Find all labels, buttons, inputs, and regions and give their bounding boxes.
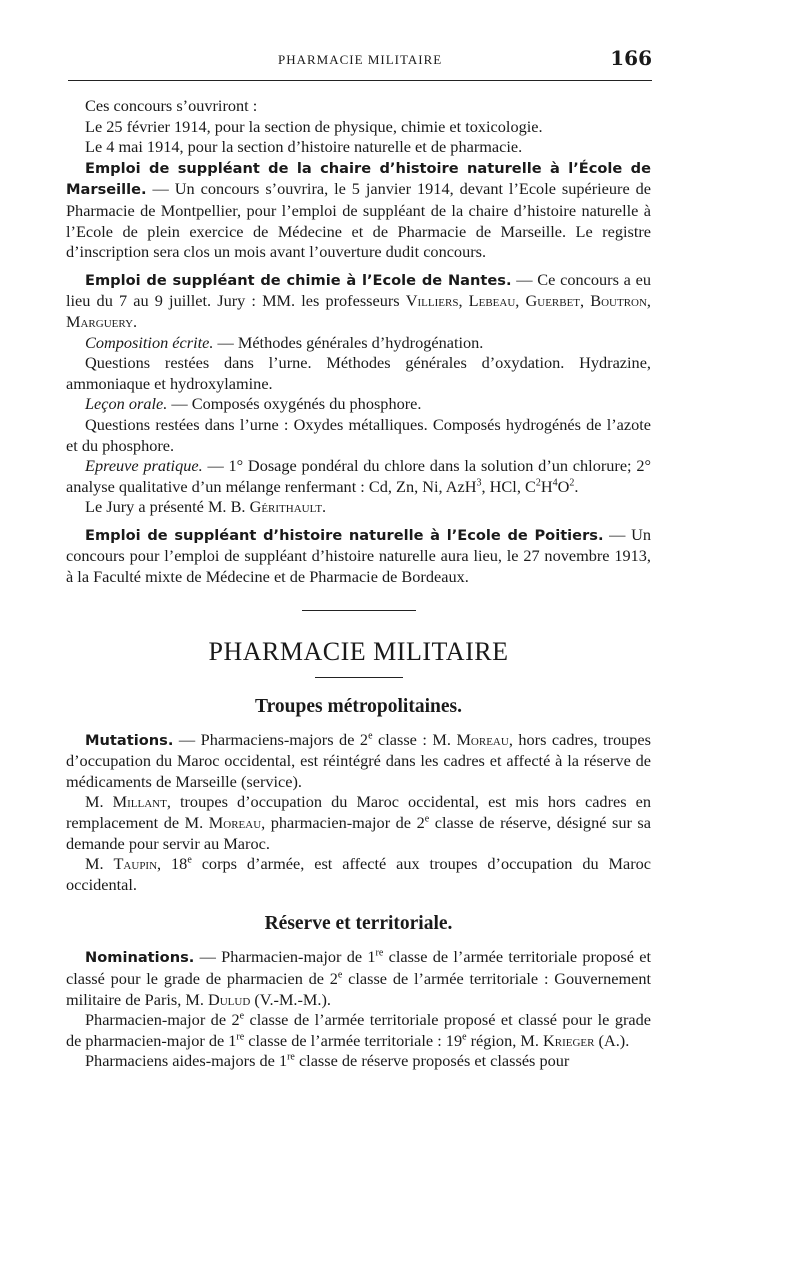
- millant-text-c: , pharmacien-major de 2: [261, 813, 425, 833]
- practical-label: Epreuve pratique.: [85, 456, 203, 476]
- oral-remaining: Questions restées dans l’urne : Oxydes métalliques. Composés hydrogénés de l’azote et du phosphore.: [66, 414, 651, 455]
- millant-sup: e: [424, 813, 430, 825]
- paragraph-nominations: [66, 947, 651, 1010]
- practical-text-a: — 1° Dosage pondéral du chlore dans la solution d’un chlorure; 2° analyse qualitative d’un mélange renfermant : Cd, Zn, Ni, AzH: [66, 456, 652, 496]
- subsection-reserve-title: Réserve et territoriale.: [264, 913, 453, 935]
- nominations-sup-2: e: [337, 969, 343, 981]
- nominations-sup-1: re: [375, 947, 384, 959]
- oral-text: — Composés oxygénés du phosphore.: [167, 394, 422, 414]
- oral-label: Leçon orale.: [85, 394, 168, 414]
- nominations-text-a: — Pharmacien-major de 1: [194, 947, 376, 967]
- krieger-text-c: classe de l’armée territoriale : 19: [244, 1030, 463, 1050]
- paragraph-krieger: [66, 1010, 651, 1051]
- oral-exam: [66, 394, 651, 415]
- person-moreau: Moreau: [456, 729, 509, 749]
- practical-text-d: O: [557, 476, 570, 496]
- mutations-text-a: — Pharmaciens-majors de 2: [173, 729, 369, 749]
- page-body: [66, 96, 651, 1072]
- person-millant: Millant: [112, 792, 167, 812]
- jury-result: [66, 497, 651, 518]
- aides-text-b: classe de réserve proposés et classés pour: [294, 1051, 570, 1071]
- nominations-label: Nominations.: [85, 949, 195, 967]
- poitiers-heading: Emploi de suppléant d’histoire naturelle à l’Ecole de Poitiers.: [85, 526, 604, 544]
- practical-text-e: .: [574, 476, 579, 496]
- aides-text-a: Pharmaciens aides-majors de 1: [85, 1051, 288, 1071]
- aides-sup: re: [287, 1051, 295, 1063]
- krieger-sup-1: e: [239, 1010, 245, 1022]
- divider-rule: [302, 610, 416, 611]
- krieger-text-e: (A.).: [594, 1030, 630, 1050]
- section-rule: [315, 677, 403, 678]
- intro-line-1: Ces concours s’ouvriront :: [85, 96, 258, 115]
- jury-text: Le Jury a présenté M. B.: [85, 497, 250, 517]
- paragraph-aides-majors: [66, 1051, 651, 1072]
- jury-candidate: Gérithault: [249, 497, 323, 517]
- millant-text-d: classe de réserve, désigné sur sa demande pour servir au Maroc.: [66, 813, 651, 853]
- paragraph-nantes: [66, 270, 651, 333]
- krieger-text-b: classe de l’armée territoriale proposé et classé pour le grade de pharmacien-major de 1: [66, 1010, 651, 1050]
- person-krieger: Krieger: [542, 1030, 595, 1050]
- paragraph-mutations: [66, 730, 651, 793]
- mutations-text-c: , hors cadres, troupes d’occupation du Maroc occidental, est réintégré dans les cadres et affecté à la réserve de médicaments de Marseille (service).: [66, 729, 651, 791]
- page-header: [68, 48, 652, 81]
- millant-text-a: M.: [85, 792, 113, 812]
- practical-sup-c: 4: [552, 477, 558, 489]
- practical-exam: [66, 456, 651, 497]
- running-title: PHARMACIE MILITAIRE: [278, 52, 443, 67]
- intro-line-2: Le 25 février 1914, pour la section de physique, chimie et toxicologie.: [85, 116, 543, 136]
- written-exam: [66, 333, 651, 354]
- marseille-text: — Un concours s’ouvrira, le 5 janvier 1914, devant l’Ecole supérieure de Pharmacie de Montpellier, pour l’emploi de suppléant de la chaire d’histoire naturelle à l’Ecole de plein exercice de Médecine et de Pharmacie de Marseille. Le registre d’inscription sera clos un mois avant l’ouverture dudit concours.: [66, 179, 651, 262]
- practical-sup-d: 2: [569, 477, 575, 489]
- nominations-text-c: classe de l’armée territoriale : Gouvernement militaire de Paris, M.: [66, 969, 651, 1009]
- written-text: — Méthodes générales d’hydrogénation.: [213, 332, 484, 352]
- nominations-text-b: classe de l’armée territoriale proposé et classé pour le grade de pharmacien de 2: [66, 947, 651, 988]
- practical-sup-a: 3: [476, 477, 482, 489]
- marseille-heading: Emploi de suppléant de la chaire d’histoire naturelle à l’École de Marseille.: [66, 159, 651, 199]
- taupin-text-c: corps d’armée, est affecté aux troupes d’occupation du Maroc occidental.: [66, 854, 652, 894]
- mutations-text-b: classe : M.: [372, 729, 457, 749]
- subsection-troupes-title: Troupes métropolitaines.: [255, 695, 462, 717]
- person-moreau-2: Moreau: [208, 813, 262, 833]
- practical-text-b: , HCl, C: [481, 476, 536, 496]
- written-label: Composition écrite.: [85, 332, 214, 352]
- nominations-text-d: (V.-M.-M.).: [250, 989, 331, 1009]
- written-remaining: Questions restées dans l’urne. Méthodes générales d’oxydation. Hydrazine, ammoniaque et hydroxylamine.: [66, 353, 651, 393]
- practical-sup-b: 2: [535, 477, 541, 489]
- paragraph-poitiers: [66, 525, 651, 588]
- paragraph-marseille: [66, 158, 651, 263]
- jury-end: .: [322, 497, 327, 517]
- nantes-heading: Emploi de suppléant de chimie à l’Ecole de Nantes.: [85, 271, 512, 289]
- taupin-sup: e: [187, 854, 192, 866]
- page-number: 166: [610, 46, 652, 70]
- jury-names: Villiers, Lebeau, Guerbet, Boutron, Marguery: [66, 291, 651, 331]
- taupin-text-a: M.: [85, 854, 114, 874]
- millant-text-b: , troupes d’occupation du Maroc occidental, est mis hors cadres en remplacement de M.: [66, 792, 651, 833]
- krieger-text-d: région, M.: [466, 1030, 543, 1050]
- krieger-text-a: Pharmacien-major de 2: [85, 1010, 240, 1030]
- practical-text-c: H: [540, 476, 553, 496]
- intro-line-3: Le 4 mai 1914, pour la section d’histoire naturelle et de pharmacie.: [85, 137, 523, 157]
- krieger-sup-2: re: [236, 1031, 245, 1043]
- person-dulud: Dulud: [207, 989, 251, 1009]
- poitiers-text: — Un concours pour l’emploi de suppléant d’histoire naturelle aura lieu, le 27 novembre 1913, à la Faculté mixte de Médecine et de Pharmacie de Bordeaux.: [66, 524, 651, 587]
- section-title: PHARMACIE MILITAIRE: [208, 636, 509, 666]
- paragraph-millant: [66, 792, 651, 854]
- person-taupin: Taupin: [113, 854, 158, 874]
- mutations-sup: e: [368, 730, 373, 742]
- mutations-label: Mutations.: [85, 731, 174, 749]
- paragraph-taupin: [66, 854, 651, 895]
- taupin-text-b: , 18: [157, 854, 188, 874]
- nantes-text-2: .: [133, 311, 138, 331]
- krieger-sup-3: e: [462, 1031, 467, 1043]
- nantes-text-1: — Ce concours a eu lieu du 7 au 9 juillet. Jury : MM. les professeurs: [66, 269, 652, 311]
